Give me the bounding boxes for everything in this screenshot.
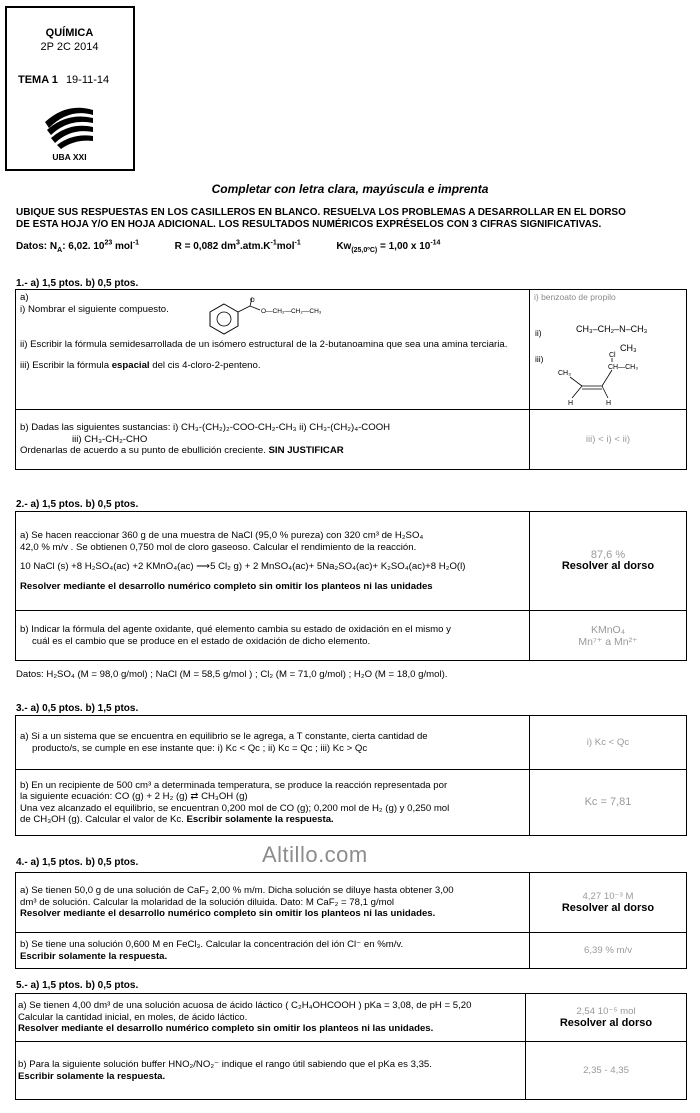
svg-text:CH₃: CH₃ (558, 370, 571, 377)
tema-label: TEMA 1 (18, 74, 58, 86)
q1-a-ii: ii) Escribir la fórmula semidesarrollada de un isómero estructural de la 2-butanoamina que sea una amina terciaria. (20, 339, 508, 350)
q2-b-line2: cuál es el cambio que se produce en el estado de oxidación de dicho elemento. (32, 635, 371, 647)
q5-a-answer: 2,54 10⁻⁵ mol (576, 1006, 636, 1017)
q2-a-answer-cell (530, 512, 687, 611)
q1-ans-ii-branch: CH₃ (620, 343, 637, 353)
q1-a-label: a) (20, 292, 29, 303)
kw-value: = 1,00 x 10 (377, 241, 431, 252)
r-exp: 3 (236, 239, 240, 247)
logo-text: UBA XXI (52, 152, 87, 162)
r-exp3: -1 (294, 239, 301, 247)
q5-b-cell (16, 1042, 526, 1100)
q5-a-line1: a) Se tienen 4,00 dm³ de una solución acuosa de ácido láctico ( C₂H₄OHCOOH ) pKa = 3,08, de pH = 5,20 (18, 1000, 472, 1012)
q1-title: 1.- a) 1,5 ptos. b) 0,5 ptos. (16, 278, 139, 289)
q3-b-line3: Una vez alcanzado el equilibrio, se encuentran 0,200 mol de CO (g); 0,200 mol de H₂ (g) y 0,250 mol (20, 802, 450, 814)
q1-b-line1: b) Dadas las siguientes sustancias: i) CH₃-(CH₂)₂-COO-CH₂-CH₃ ii) CH₃-(CH₂)₄-COOH (20, 422, 391, 434)
instruction-caps (16, 207, 700, 231)
course-code: 2P 2C 2014 (40, 41, 99, 53)
q3-b-cell (16, 770, 530, 836)
q1-b-cell (16, 410, 530, 470)
q2-b-line1: b) Indicar la fórmula del agente oxidante, qué elemento cambia su estado de oxidación en el mismo y (20, 624, 451, 635)
q5-a-bold: Resolver mediante el desarrollo numérico completo sin omitir los planteos ni las unidades. (18, 1023, 434, 1035)
q3-b-answer: Kc = 7,81 (530, 770, 687, 836)
q4-table (15, 872, 687, 969)
r-mol: mol (276, 241, 295, 252)
q3-a-line1: a) Si a un sistema que se encuentra en equilibrio se le agrega, a T constante, cierta cantidad de (20, 731, 428, 742)
svg-text:CH—CH₃: CH—CH₃ (608, 364, 639, 371)
q2-b-cell (16, 611, 530, 661)
q2-a-cell (16, 512, 530, 611)
q5-a-resolver: Resolver al dorso (559, 1016, 653, 1029)
q1-b-line3-bold: SIN JUSTIFICAR (268, 445, 344, 457)
q2-a-bold: Resolver mediante el desarrollo numérico completo sin omitir los planteos ni las unidades (20, 580, 433, 592)
q2-b-answer1: KMnO₄ (590, 623, 626, 636)
q3-title: 3.- a) 0,5 ptos. b) 1,5 ptos. (16, 703, 139, 714)
r-rest: .atm.K (239, 241, 271, 252)
q3-b-line2: la siguiente ecuación: CO (g) + 2 H₂ (g) ⇄ CH₃OH (g) (20, 791, 248, 802)
tema-line (18, 74, 109, 86)
q1-b-line3 (20, 445, 525, 457)
q2-eq-right: 5 Cl₂ g) + 2 MnSO₄(ac)+ 5Na₂SO₄(ac)+ K₂SO₄(ac)+8 H₂O(l) (210, 561, 466, 572)
q4-a-line1: a) Se tienen 50,0 g de una solución de CaF₂ 2,00 % m/m. Dicha solución se diluye hasta obtener 3,00 (20, 885, 454, 897)
svg-text:Cl: Cl (609, 352, 616, 359)
kw-exp: -14 (430, 239, 441, 247)
q4-a-line2: dm³ de solución. Calcular la molaridad de la solución diluida. Dato: M CaF₂ = 78,1 g/mol (20, 896, 395, 908)
q2-a-equation (20, 561, 525, 573)
q2-table (15, 511, 687, 661)
kw-label: Kw (336, 241, 352, 252)
kw-sub: (25,0ºC) (351, 247, 378, 254)
q2-b-answer-cell (530, 611, 687, 661)
header-box (5, 6, 135, 171)
na-unit: mol (112, 241, 133, 252)
uba-logo-icon (41, 100, 97, 150)
instruction-line-1: UBIQUE SUS RESPUESTAS EN LOS CASILLEROS EN BLANCO. RESUELVA LOS PROBLEMAS A DESARROLLAR EN EL DORSO (16, 207, 626, 218)
q3-a-cell (16, 716, 530, 770)
instruction-line-2: DE ESTA HOJA Y/O EN HOJA ADICIONAL. LOS RESULTADOS NUMÉRICOS EXPRÉSELOS CON 3 CIFRAS SIGNIFICATIVAS. (16, 219, 602, 230)
q5-a-answer-cell (526, 994, 687, 1042)
q5-b-line1: b) Para la siguiente solución buffer HNO₂/NO₂⁻ indique el rango útil sabiendo que el pKa es 3,35. (18, 1059, 432, 1070)
q3-b-line4-bold: Escribir solamente la respuesta. (186, 814, 334, 825)
q1-chain-text: O—CH₂—CH₂—CH₃ (261, 308, 322, 315)
q4-b-line1: b) Se tiene una solución 0,600 M en FeCl₃. Calcular la concentración del ión Cl⁻ en %m/v. (20, 939, 404, 950)
q2-datos: Datos: H₂SO₄ (M = 98,0 g/mol) ; NaCl (M = 58,5 g/mol ) ; Cl₂ (M = 71,0 g/mol) ; H₂O (M = 18,0 g/mol). (16, 669, 448, 680)
q1-table (15, 289, 687, 470)
q5-b-bold: Escribir solamente la respuesta. (18, 1070, 166, 1082)
q3-b-line4-text: de CH₃OH (g). Calcular el valor de Kc. (20, 814, 187, 825)
svg-text:O: O (250, 298, 255, 304)
q1-ans-iii-label: iii) (535, 354, 544, 364)
watermark: Altillo.com (262, 842, 368, 867)
q1-b-line2: iii) CH₃-CH₂-CHO (72, 433, 148, 445)
q3-table (15, 715, 687, 836)
q1-a-answer-cell (530, 290, 687, 410)
r-exp2: -1 (270, 239, 277, 247)
r-value: R = 0,082 dm (174, 241, 237, 252)
q2-b-answer2: Mn⁷⁺ a Mn²⁺ (578, 635, 638, 648)
q2-a-line2: 42,0 % m/v . Se obtienen 0,750 mol de cloro gaseoso. Calcular el rendimiento de la reacción. (20, 541, 417, 553)
na-exp: 23 (104, 239, 113, 247)
q4-b-answer: 6,39 % m/v (530, 933, 687, 969)
benzoate-structure-icon (204, 296, 344, 338)
q2-eq-left: 10 NaCl (s) +8 H₂SO₄(ac) +2 KMnO₄(ac) (20, 561, 194, 572)
subject-title: QUÍMICA (45, 27, 94, 39)
q2-a-line1: a) Se hacen reaccionar 360 g de una muestra de NaCl (95,0 % pureza) con 320 cm³ de H₂SO₄ (20, 530, 424, 541)
q3-a-line2: producto/s, se cumple en ese instante que: i) Kc < Qc ; ii) Kc = Qc ; iii) Kc > Qc (32, 742, 368, 754)
exam-date: 19-11-14 (65, 74, 110, 86)
q4-a-resolver: Resolver al dorso (561, 901, 655, 914)
q3-a-answer: i) Kc < Qc (530, 716, 687, 770)
q1-a-iii-post: del cis 4-cloro-2-penteno. (149, 359, 261, 371)
q5-table (15, 993, 687, 1100)
q4-a-answer-cell (530, 873, 687, 933)
q5-b-answer: 2,35 - 4,35 (526, 1042, 687, 1100)
q5-a-cell (16, 994, 526, 1042)
q1-a-iii-pre: iii) Escribir la fórmula (20, 359, 112, 371)
q1-a-i: i) Nombrar el siguiente compuesto. (20, 303, 169, 315)
na-value: : 6,02. 10 (62, 241, 105, 252)
q1-a-iii (20, 360, 525, 372)
q4-b-cell (16, 933, 530, 969)
svg-text:H: H (568, 400, 574, 407)
q3-b-line4 (20, 814, 525, 826)
na-sub: A (57, 247, 63, 254)
q1-a-iii-bold: espacial (111, 359, 150, 371)
instruction-italic: Completar con letra clara, mayúscula e imprenta (211, 182, 489, 196)
q2-title: 2.- a) 1,5 ptos. b) 0,5 ptos. (16, 499, 139, 510)
q2-a-resolver: Resolver al dorso (561, 560, 655, 572)
q4-title: 4.- a) 1,5 ptos. b) 0,5 ptos. (16, 857, 139, 868)
constants-line (16, 241, 440, 252)
q4-a-bold: Resolver mediante el desarrollo numérico completo sin omitir los planteos ni las unidades. (20, 908, 436, 920)
q5-a-line2: Calcular la cantidad inicial, en moles, de ácido láctico. (18, 1011, 248, 1023)
q1-ans-ii-formula: CH₃–CH₂–N–CH₃ (576, 324, 648, 334)
q4-a-answer: 4,27 10⁻³ M (582, 891, 634, 902)
q5-title: 5.- a) 1,5 ptos. b) 0,5 ptos. (16, 980, 139, 991)
q1-ans-ii-label: ii) (535, 328, 542, 338)
reaction-arrow-icon: ⟶ (193, 561, 211, 572)
q4-b-bold: Escribir solamente la respuesta. (20, 950, 168, 962)
svg-text:H: H (606, 400, 612, 407)
na-label: Datos: N (16, 241, 58, 252)
q1-b-line3-text: Ordenarlas de acuerdo a su punto de ebullición creciente. (20, 445, 269, 457)
na-unit-exp: -1 (132, 239, 140, 247)
q1-b-answer: iii) < i) < ii) (530, 410, 687, 470)
q4-a-cell (16, 873, 530, 933)
cis-chloropentene-structure-icon (558, 352, 648, 407)
q1-ans-i: i) benzoato de propilo (534, 292, 616, 302)
q3-b-line1: b) En un recipiente de 500 cm³ a determinada temperatura, se produce la reacción representada por (20, 779, 448, 791)
q2-a-answer: 87,6 % (590, 548, 626, 561)
q1-a-cell (16, 290, 530, 410)
